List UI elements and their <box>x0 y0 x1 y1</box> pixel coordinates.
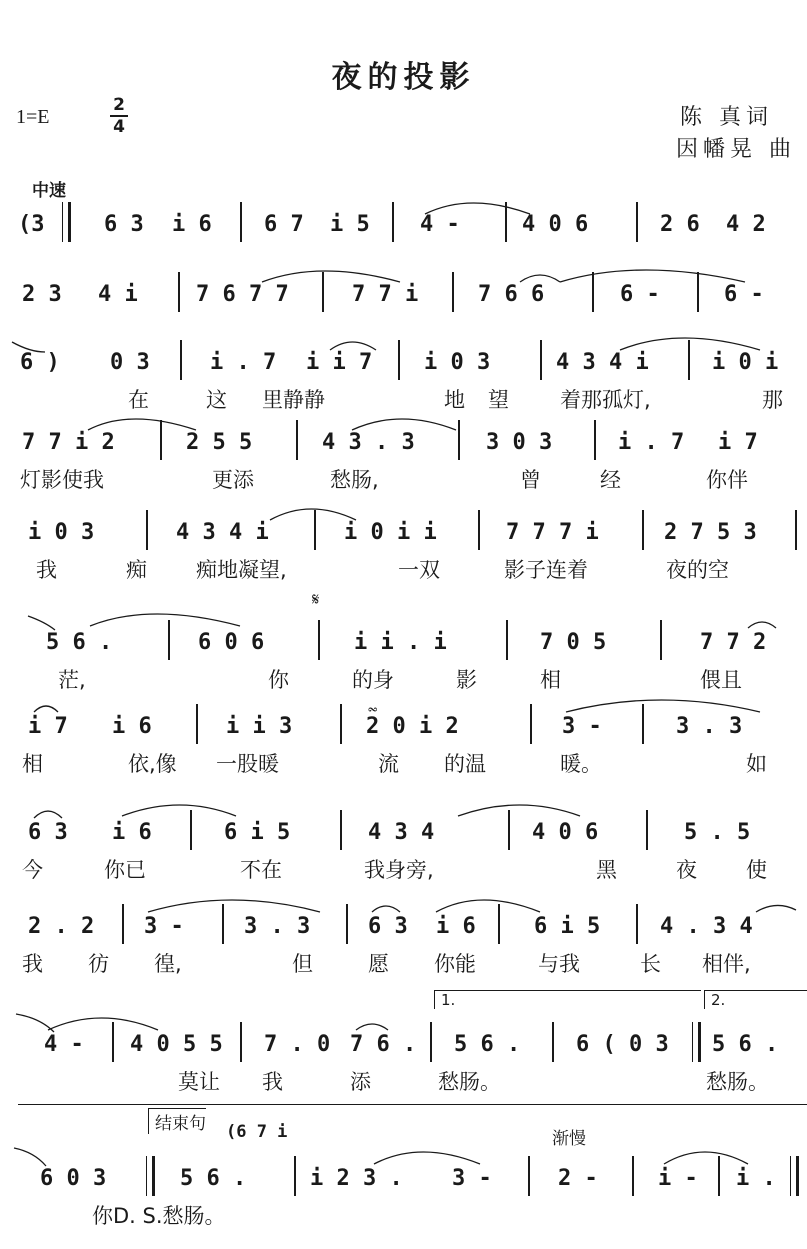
lyric: 长 <box>640 952 661 976</box>
note-group: 6 i 5 <box>534 914 601 939</box>
note-group: 4 2 <box>726 212 766 237</box>
lyric: 你已 <box>104 858 146 882</box>
lyric: 添 <box>350 1070 371 1094</box>
lyric: 愁肠。 <box>706 1070 769 1094</box>
note-group: 5 6 . <box>180 1166 247 1191</box>
note-group: 7 0 5 <box>540 630 607 655</box>
note-group: i 2 3 . <box>310 1166 403 1191</box>
mordent-mark: 𝆗 <box>368 698 378 718</box>
note-group: i 6 <box>112 820 152 845</box>
slur-marks <box>0 1012 807 1042</box>
slur-marks <box>0 800 807 830</box>
lyric: 偎且 <box>700 668 742 692</box>
first-ending-bracket: 1. <box>434 990 701 1009</box>
lyric: 今 <box>22 858 43 882</box>
lyric: 夜的空 <box>666 558 729 582</box>
lyric: 但 <box>292 952 313 976</box>
note-group: 6 3 <box>104 212 144 237</box>
note-group: i i . i <box>354 630 447 655</box>
lyric: 我 <box>22 952 43 976</box>
note-group: 7 6 6 <box>478 282 545 307</box>
note-group: 5 6 . <box>712 1032 779 1057</box>
lyric-line <box>0 1060 807 1094</box>
note-group: i 0 i i <box>344 520 437 545</box>
lyric: 影 <box>456 668 477 692</box>
note-group: 7 6 7 7 <box>196 282 289 307</box>
note-group: 2 7 5 3 <box>664 520 757 545</box>
note-group: 3 0 3 <box>486 430 553 455</box>
coda-divider <box>18 1104 807 1105</box>
note-group: i . 7 <box>618 430 685 455</box>
note-group: 7 7 i <box>352 282 419 307</box>
lyric: 相 <box>540 668 561 692</box>
lyric: 这 <box>206 388 227 412</box>
note-group: 7 . 0 <box>264 1032 331 1057</box>
lyric-line <box>0 378 807 412</box>
slur-marks <box>0 330 807 360</box>
lyric: 不在 <box>240 858 282 882</box>
note-group: i 0 3 <box>424 350 491 375</box>
lyric: 我 <box>36 558 57 582</box>
lyric: 着那孤灯, <box>560 388 651 412</box>
note-group: 4 i <box>98 282 138 307</box>
note-group: 2 . 2 <box>28 914 95 939</box>
lyric: 依,像 <box>128 752 177 776</box>
lyric: 愁肠, <box>330 468 379 492</box>
lyric: 更添 <box>212 468 254 492</box>
slur-marks <box>0 192 807 222</box>
time-signature <box>110 96 128 136</box>
lyric: 在 <box>128 388 149 412</box>
note-group: i i 3 <box>226 714 293 739</box>
note-group: i . <box>736 1166 776 1191</box>
note-group: 5 6 . <box>46 630 113 655</box>
lyric: 我 <box>262 1070 283 1094</box>
composer-credit: 因幡晃 曲 <box>676 137 796 162</box>
note-group: 4 0 6 <box>532 820 599 845</box>
note-group: 2 0 i 2 <box>366 714 459 739</box>
note-group: 4 3 . 3 <box>322 430 415 455</box>
slur-marks <box>0 410 807 440</box>
song-title: 夜的投影 <box>331 60 476 95</box>
note-group: (3 <box>18 212 45 237</box>
lyric-line <box>0 742 807 776</box>
note-group: 4 - <box>44 1032 84 1057</box>
lyric: 相伴, <box>702 952 751 976</box>
lyric: 痴地凝望, <box>196 558 287 582</box>
lyric-line <box>0 848 807 882</box>
slur-marks <box>0 894 807 924</box>
note-group: 6 0 3 <box>40 1166 107 1191</box>
lyric-line <box>0 658 807 692</box>
lyric: 与我 <box>538 952 580 976</box>
note-group: 5 . 5 <box>684 820 751 845</box>
tempo-marking: 中速 <box>32 181 66 201</box>
lyric: 使 <box>746 858 767 882</box>
note-group: i 6 <box>112 714 152 739</box>
lyric: 愿 <box>368 952 389 976</box>
lyric: 暖。 <box>560 752 602 776</box>
lyric: 的温 <box>444 752 486 776</box>
second-ending-bracket: 2. <box>704 990 807 1009</box>
note-group: 7 7 i 2 <box>22 430 115 455</box>
lyric: 茫, <box>58 668 86 692</box>
lyric: 你能 <box>434 952 476 976</box>
lyric: 你D. S.愁肠。 <box>92 1204 226 1228</box>
ending-phrase-notes: (6 7 i <box>226 1122 288 1142</box>
note-group: i - <box>658 1166 698 1191</box>
note-group: 3 . 3 <box>244 914 311 939</box>
note-group: 6 3 <box>28 820 68 845</box>
slur-marks <box>0 610 807 640</box>
note-group: 4 - <box>420 212 460 237</box>
note-group: 4 3 4 i <box>176 520 269 545</box>
slur-marks <box>0 1146 807 1176</box>
note-group: 6 i 5 <box>224 820 291 845</box>
note-group: 4 0 5 5 <box>130 1032 223 1057</box>
note-group: 3 - <box>144 914 184 939</box>
note-group: 4 . 3 4 <box>660 914 753 939</box>
note-group: i 6 <box>172 212 212 237</box>
lyric: 你 <box>268 668 289 692</box>
note-group: 6 3 <box>368 914 408 939</box>
lyric: 影子连着 <box>504 558 588 582</box>
note-group: i i 7 <box>306 350 373 375</box>
note-group: i 5 <box>330 212 370 237</box>
lyric: 地 <box>444 388 465 412</box>
lyric-line <box>0 1194 807 1228</box>
note-group: 2 5 5 <box>186 430 253 455</box>
note-group: 2 - <box>558 1166 598 1191</box>
note-group: 3 - <box>452 1166 492 1191</box>
lyric: 黑 <box>596 858 617 882</box>
slur-marks <box>0 694 807 724</box>
lyric: 如 <box>746 752 767 776</box>
meter-top: 2 <box>113 95 125 115</box>
note-group: 6 ) <box>20 350 60 375</box>
note-group: i 6 <box>436 914 476 939</box>
note-group: 4 3 4 <box>368 820 435 845</box>
note-group: i . 7 <box>210 350 277 375</box>
lyric: 我身旁, <box>364 858 434 882</box>
note-group: i 7 <box>718 430 758 455</box>
lyric: 的身 <box>352 668 394 692</box>
note-group: 3 - <box>562 714 602 739</box>
slur-marks <box>0 262 807 292</box>
note-group: 6 ( 0 3 <box>576 1032 669 1057</box>
lyric: 一双 <box>398 558 440 582</box>
note-group: 4 3 4 i <box>556 350 649 375</box>
lyric: 流 <box>378 752 399 776</box>
slur-marks <box>0 500 807 530</box>
lyricist-credit: 陈 真词 <box>680 105 773 130</box>
lyric-line <box>0 942 807 976</box>
lyric: 那 <box>762 388 783 412</box>
lyric: 灯影使我 <box>20 468 104 492</box>
lyric-line <box>0 548 807 582</box>
lyric: 曾 <box>520 468 541 492</box>
lyric: 夜 <box>676 858 697 882</box>
note-group: 0 3 <box>110 350 150 375</box>
lyric: 经 <box>600 468 621 492</box>
lyric: 彷 <box>88 952 109 976</box>
lyric: 相 <box>22 752 43 776</box>
key-signature: 1=E <box>16 106 50 128</box>
lyric: 愁肠。 <box>438 1070 501 1094</box>
lyric: 徨, <box>154 952 182 976</box>
lyric: 里静静 <box>262 388 325 412</box>
segno-mark: 𝄋 <box>312 590 320 610</box>
lyric: 望 <box>488 388 509 412</box>
note-group: i 0 3 <box>28 520 95 545</box>
note-group: i 0 i <box>712 350 779 375</box>
note-group: 2 6 <box>660 212 700 237</box>
note-group: 7 6 . <box>350 1032 417 1057</box>
note-group: i 7 <box>28 714 68 739</box>
lyric: 痴 <box>126 558 147 582</box>
note-group: 7 7 2 <box>700 630 767 655</box>
note-group: 5 6 . <box>454 1032 521 1057</box>
lyric: 你伴 <box>706 468 748 492</box>
lyric-line <box>0 458 807 492</box>
lyric: 一股暖 <box>216 752 279 776</box>
note-group: 6 0 6 <box>198 630 265 655</box>
meter-bottom: 4 <box>113 117 125 137</box>
note-group: 7 7 7 i <box>506 520 599 545</box>
note-group: 6 - <box>620 282 660 307</box>
note-group: 6 - <box>724 282 764 307</box>
note-group: 3 . 3 <box>676 714 743 739</box>
note-group: 4 0 6 <box>522 212 589 237</box>
note-group: 2 3 <box>22 282 62 307</box>
ritardando-marking: 渐慢 <box>552 1129 586 1149</box>
ending-phrase-label: 结束句 <box>148 1108 206 1134</box>
lyric: 莫让 <box>178 1070 220 1094</box>
note-group: 6 7 <box>264 212 304 237</box>
